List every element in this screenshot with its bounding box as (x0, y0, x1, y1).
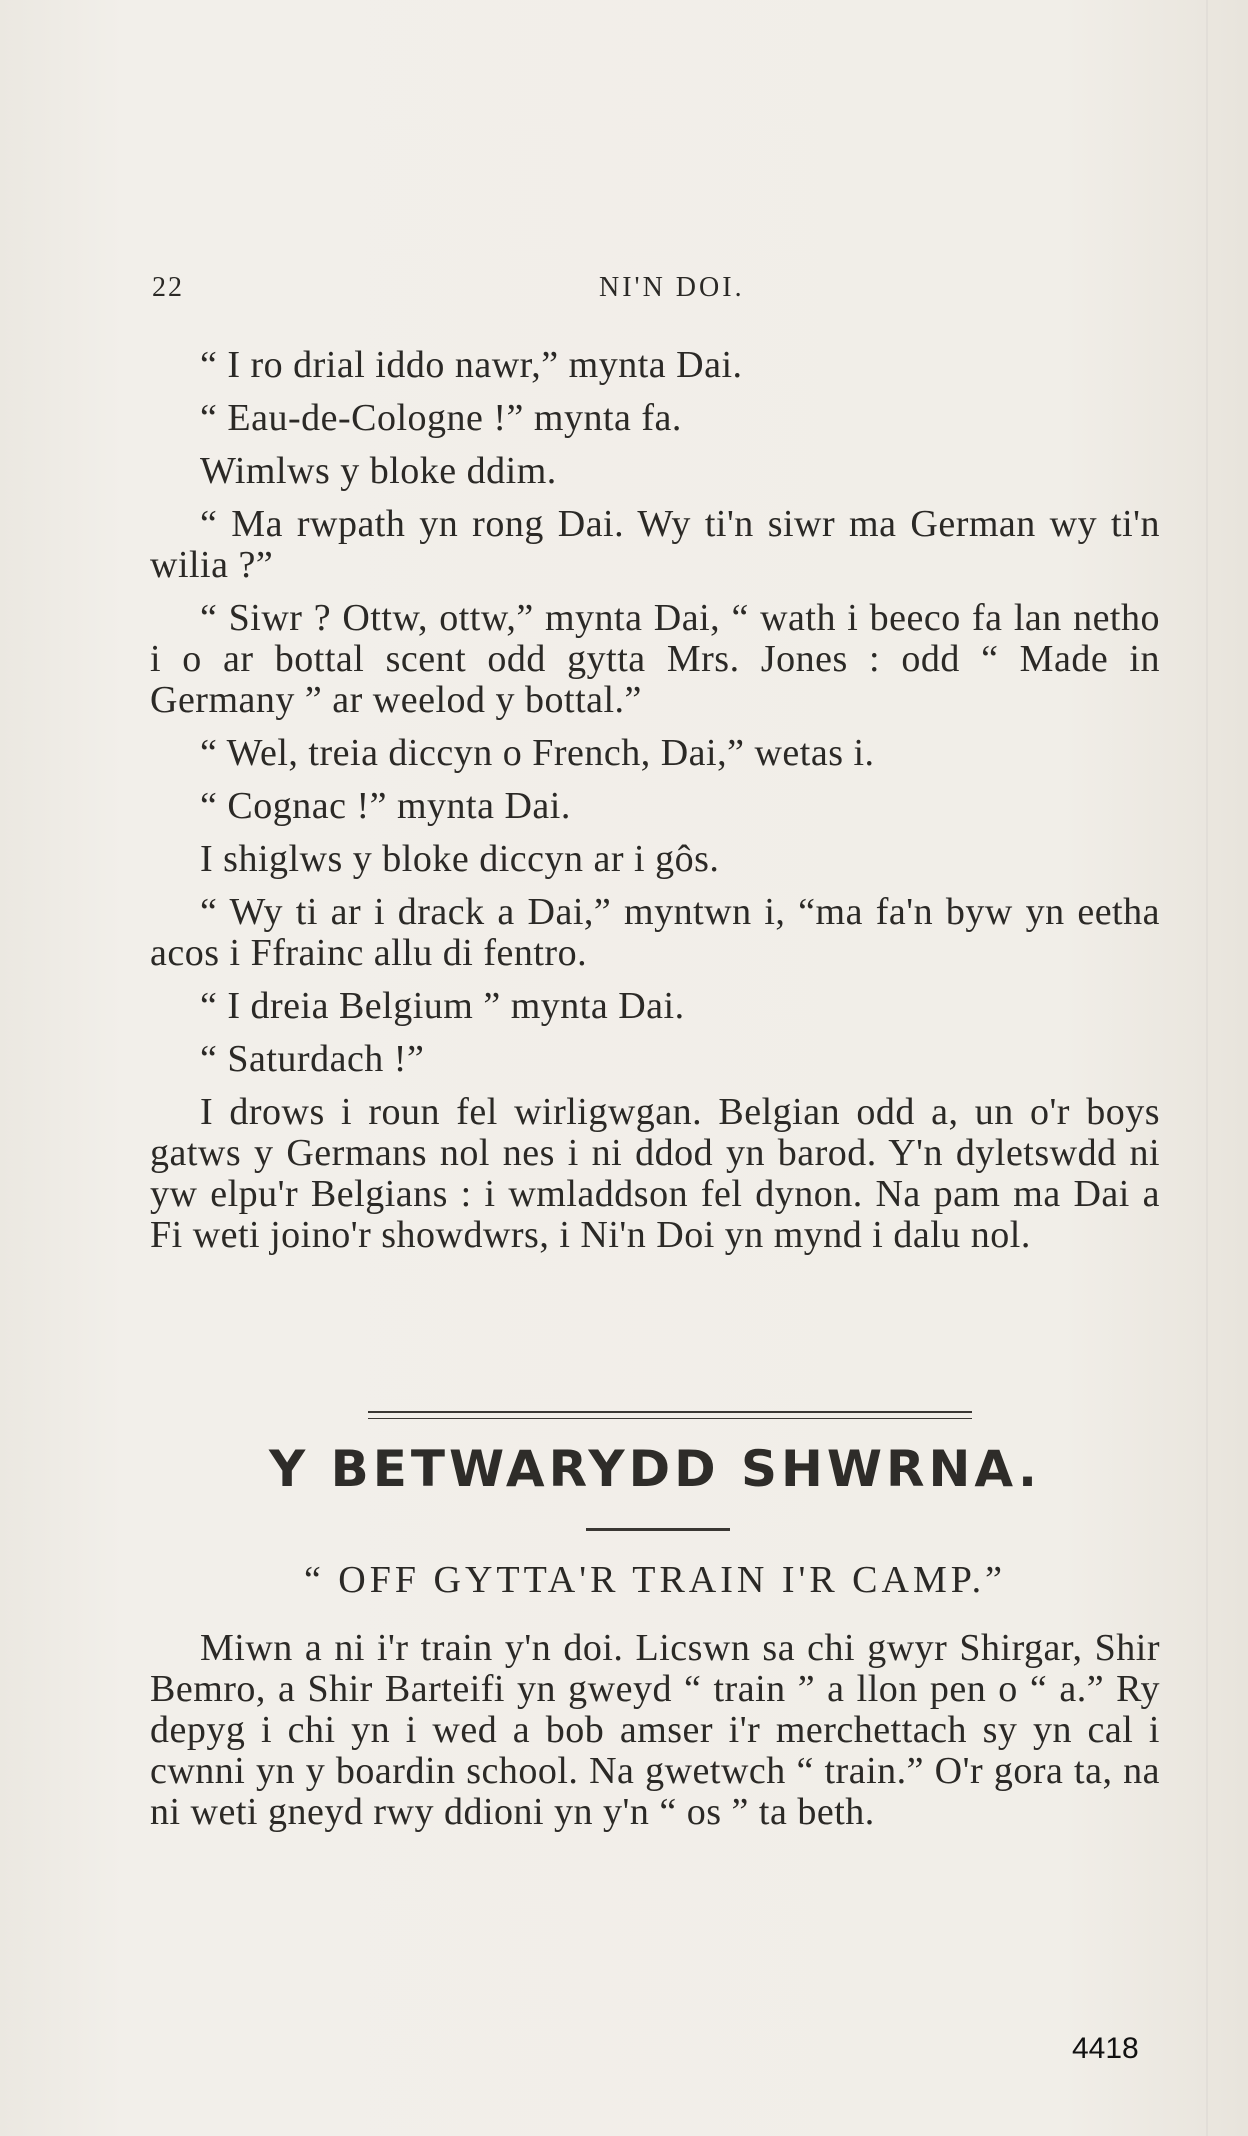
accession-number: 4418 (1072, 2032, 1139, 2065)
paragraph: “ I dreia Belgium ” mynta Dai. (200, 985, 685, 1027)
page-header (152, 272, 1162, 312)
paragraph: “ Ma rwpath yn rong Dai. Wy ti'n siwr ma German wy ti'n wilia ?” (150, 503, 1160, 586)
paragraph: “ Siwr ? Ottw, ottw,” mynta Dai, “ wath i beeco fa lan netho i o ar bottal scent odd gytta Mrs. Jones : odd “ Made in Germany ” ar weelod y bottal.” (150, 597, 1160, 721)
paragraph: Miwn a ni i'r train y'n doi. Licswn sa chi gwyr Shirgar, Shir Bemro, a Shir Barteifi yn gweyd “ train ” a llon pen o “ a.” Ry depyg i chi yn i wed a bob amser i'r merchettach sy yn cal i cwnni yn y boardin school. Na gwetwch “ train.” O'r gora ta, na ni weti gneyd rwy ddioni yn y'n “ os ” ta beth. (150, 1627, 1160, 1833)
running-title: NI'N DOI. (599, 272, 745, 303)
section-divider (368, 1411, 972, 1419)
title-underline (586, 1528, 730, 1531)
chapter-subtitle: “ OFF GYTTA'R TRAIN I'R CAMP.” (303, 1559, 1007, 1601)
paragraph: “ Saturdach !” (200, 1038, 425, 1080)
paragraph: I drows i roun fel wirligwgan. Belgian odd a, un o'r boys gatws y Germans nol nes i ni ddod yn barod. Y'n dyletswdd ni yw elpu'r Belgians : i wmladdson fel dynon. Na pam ma Dai a Fi weti joino'r showdwrs, i Ni'n Doi yn mynd i dalu nol. (150, 1091, 1160, 1256)
chapter-body-text (150, 1628, 1160, 1845)
paragraph: I shiglws y bloke diccyn ar i gôs. (200, 838, 720, 880)
body-text (150, 345, 1160, 1268)
page-number: 22 (152, 272, 184, 303)
chapter-title: Y BETWARYDD SHWRNA. (269, 1440, 1041, 1498)
paragraph: “ Wy ti ar i drack a Dai,” myntwn i, “ma fa'n byw yn eetha acos i Ffrainc allu di fentro. (150, 891, 1160, 974)
paragraph: Wimlws y bloke ddim. (200, 450, 557, 492)
paragraph: “ Cognac !” mynta Dai. (200, 785, 571, 827)
paragraph: “ Wel, treia diccyn o French, Dai,” wetas i. (200, 732, 875, 774)
page-crease (1206, 0, 1208, 2136)
paragraph: “ Eau-de-Cologne !” mynta fa. (200, 397, 682, 439)
paragraph: “ I ro drial iddo nawr,” mynta Dai. (200, 344, 743, 386)
